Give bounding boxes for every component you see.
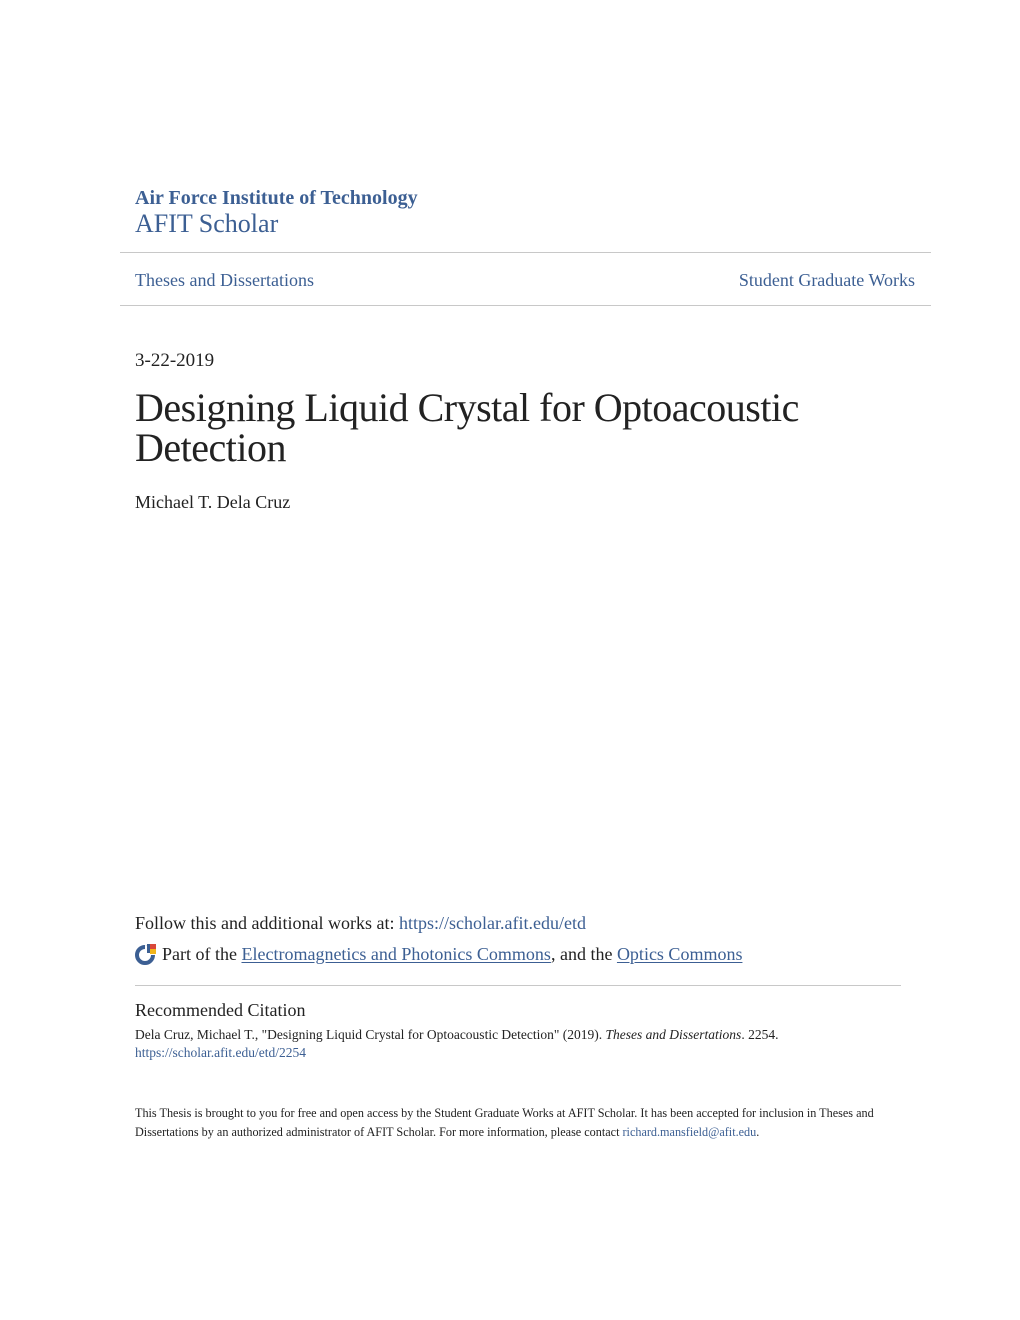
citation-series: Theses and Dissertations	[605, 1027, 742, 1042]
follow-url-link[interactable]: https://scholar.afit.edu/etd	[398, 913, 586, 933]
citation-text	[135, 1027, 778, 1043]
follow-line	[135, 913, 586, 934]
citation-text-after: . 2254.	[741, 1027, 779, 1042]
citation-text-before: Dela Cruz, Michael T., "Designing Liquid Crystal for Optoacoustic Detection" (2019).	[135, 1027, 606, 1042]
part-of-prefix: Part of the	[162, 943, 242, 964]
citation-divider	[135, 985, 901, 986]
bepress-commons-icon	[135, 943, 157, 965]
part-of-line	[135, 943, 742, 965]
series-link[interactable]: Student Graduate Works	[738, 270, 915, 290]
site-name-link[interactable]: AFIT Scholar	[135, 209, 279, 238]
footer-notice	[135, 1104, 895, 1142]
commons-link-electromagnetics[interactable]: Electromagnetics and Photonics Commons	[241, 943, 551, 964]
institution-name: Air Force Institute of Technology	[135, 187, 418, 209]
commons-link-optics[interactable]: Optics Commons	[616, 943, 743, 964]
author-name: Michael T. Dela Cruz	[135, 492, 291, 512]
header-divider-top	[120, 252, 931, 253]
article-title: Designing Liquid Crystal for Optoacoustic Detection	[135, 385, 799, 470]
part-of-middle: , and the	[550, 943, 617, 964]
publication-date: 3-22-2019	[135, 350, 215, 371]
footer-end: .	[756, 1125, 760, 1139]
follow-label: Follow this and additional works at:	[135, 913, 399, 933]
citation-url-link[interactable]: https://scholar.afit.edu/etd/2254	[135, 1045, 306, 1060]
citation-heading: Recommended Citation	[135, 1000, 306, 1020]
contact-email-link[interactable]: richard.mansfield@afit.edu	[622, 1125, 757, 1139]
collection-link[interactable]: Theses and Dissertations	[135, 270, 314, 290]
header-divider-bottom	[120, 305, 931, 306]
footer-text: This Thesis is brought to you for free and open access by the Student Graduate Works at AFIT Scholar. It has been accepted for inclusion in Theses and Dissertations by an authorized administrator of AFIT Scholar. For more information, please contact	[135, 1106, 874, 1139]
